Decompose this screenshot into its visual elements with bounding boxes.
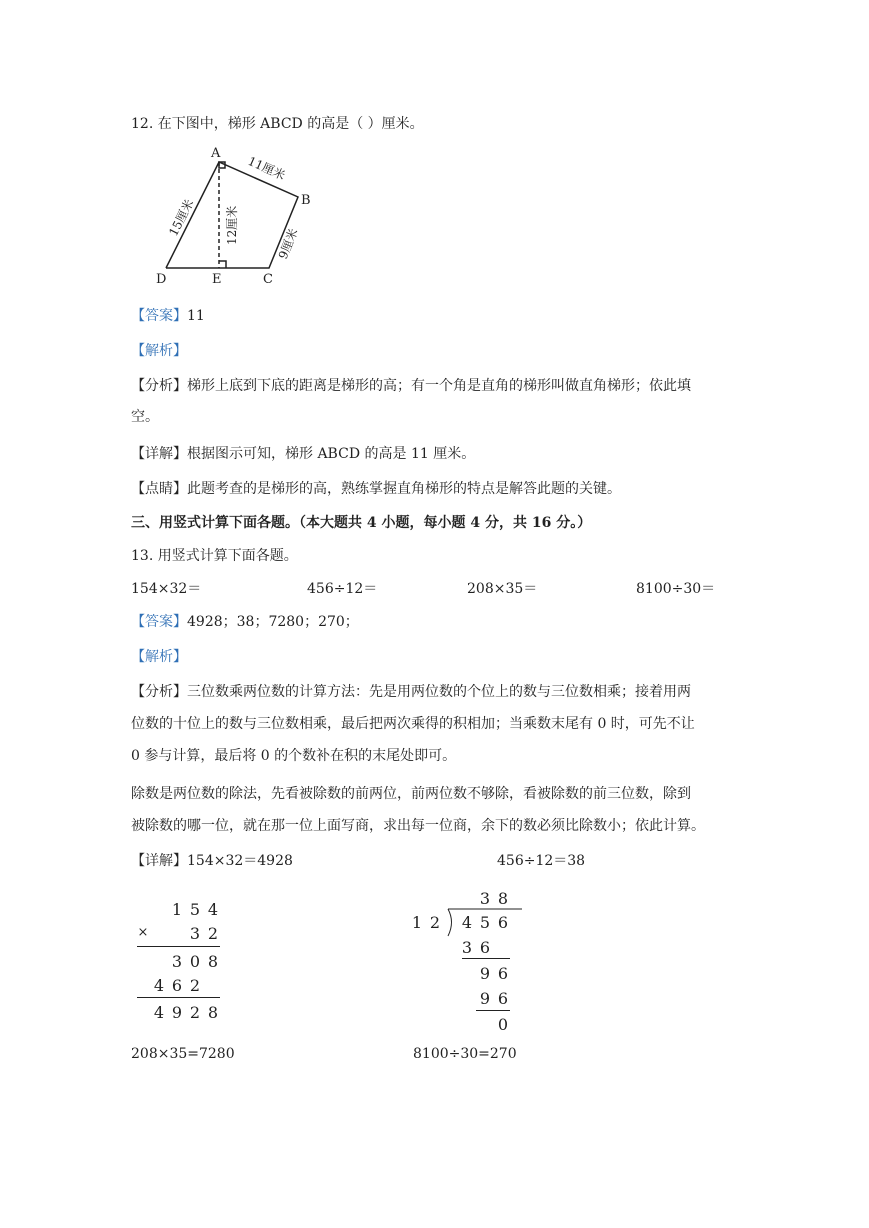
digit: 6 [171, 976, 183, 995]
dianjing-text: 此题考查的是梯形的高，熟练掌握直角梯形的特点是解答此题的关键。 [187, 481, 621, 497]
label-ad: 15厘米 [166, 197, 197, 239]
q12-answer [131, 305, 205, 325]
digit: 3 [479, 889, 491, 908]
label-bc: 9厘米 [275, 226, 301, 262]
digit: 2 [189, 1003, 201, 1022]
q12-question: 12. 在下图中，梯形 ABCD 的高是（ ）厘米。 [131, 116, 424, 132]
q12-fenxi [131, 375, 691, 395]
q13-fenxi-line4: 除数是两位数的除法，先看被除数的前两位，前两位数不够除，看被除数的前三位数，除到 [131, 786, 691, 802]
digit: 0 [189, 952, 201, 971]
dianjing-tag: 【点睛】 [131, 481, 187, 497]
equation-3: 208×35=7280 [131, 1046, 235, 1062]
trapezoid-diagram [150, 142, 330, 287]
multiply-sign: × [137, 925, 149, 940]
q12-analysis-tag: 【解析】 [131, 343, 187, 359]
digit: 2 [207, 924, 219, 943]
fenxi-text: 三位数乘两位数的计算方法：先是用两位数的个位上的数与三位数相乘；接着用两 [187, 684, 691, 700]
problem-3: 208×35＝ [467, 581, 538, 597]
digit: 6 [479, 938, 491, 957]
digit: 1 [411, 913, 423, 932]
q13-analysis-tag: 【解析】 [131, 649, 187, 665]
equation-2: 456÷12＝38 [497, 853, 586, 869]
digit: 3 [461, 938, 473, 957]
digit: 5 [189, 900, 201, 919]
digit: 8 [207, 952, 219, 971]
digit: 8 [207, 1003, 219, 1022]
digit: 4 [153, 976, 165, 995]
digit: 9 [479, 989, 491, 1008]
mult-line-2 [137, 997, 220, 998]
q13-fenxi [131, 681, 691, 701]
digit: 4 [207, 900, 219, 919]
digit: 3 [171, 952, 183, 971]
q12-dianjing [131, 478, 621, 498]
q13-xiangjie [131, 850, 293, 870]
digit: 9 [171, 1003, 183, 1022]
q13-fenxi-line2: 位数的十位上的数与三位数相乘，最后把两次乘得的积相加；当乘数末尾有 0 时，可先不让 [131, 716, 695, 732]
equation-4: 8100÷30=270 [413, 1046, 517, 1062]
q13-question: 13. 用竖式计算下面各题。 [131, 548, 298, 564]
answer-tag: 【答案】 [131, 614, 187, 630]
label-b: B [301, 193, 311, 208]
digit: 4 [153, 1003, 165, 1022]
digit: 6 [497, 913, 509, 932]
div-line-1 [462, 958, 510, 959]
digit: 2 [429, 913, 441, 932]
digit: 8 [497, 889, 509, 908]
section3-heading: 三、用竖式计算下面各题。（本大题共 4 小题，每小题 4 分，共 16 分。） [131, 515, 592, 531]
q12-fenxi-line2: 空。 [131, 409, 159, 425]
problem-1: 154×32＝ [131, 581, 202, 597]
answer-value: 11 [187, 308, 205, 324]
label-d: D [156, 272, 167, 287]
problem-2: 456÷12＝ [307, 581, 378, 597]
digit: 5 [479, 913, 491, 932]
division-bracket [446, 908, 524, 938]
xiangjie-tag: 【详解】 [131, 853, 187, 869]
q13-fenxi-line5: 被除数的哪一位，就在那一位上面写商，求出每一位商，余下的数必须比除数小；依此计算。 [131, 818, 705, 834]
answer-tag: 【答案】 [131, 308, 187, 324]
digit: 3 [189, 924, 201, 943]
fenxi-tag: 【分析】 [131, 378, 187, 394]
answer-value: 4928；38；7280；270； [187, 614, 359, 630]
q13-answer [131, 611, 359, 631]
digit: 6 [497, 989, 509, 1008]
digit: 0 [497, 1015, 509, 1034]
digit: 2 [189, 976, 201, 995]
div-line-2 [476, 1010, 510, 1011]
mult-line-1 [137, 946, 220, 947]
xiangjie-tag: 【详解】 [131, 446, 187, 462]
right-angle-e [219, 261, 226, 268]
q12-xiangjie [131, 443, 475, 463]
equation-1: 154×32＝4928 [187, 853, 293, 869]
xiangjie-text: 根据图示可知，梯形 ABCD 的高是 11 厘米。 [187, 446, 476, 462]
label-a: A [211, 146, 221, 161]
q13-fenxi-line3: 0 参与计算，最后将 0 的个数补在积的末尾处即可。 [131, 748, 457, 764]
label-c: C [263, 272, 273, 287]
digit: 6 [497, 964, 509, 983]
digit: 9 [479, 964, 491, 983]
digit: 4 [461, 913, 473, 932]
label-ae: 12厘米 [225, 205, 239, 245]
digit: 1 [171, 900, 183, 919]
problem-4: 8100÷30＝ [636, 581, 716, 597]
label-e: E [212, 272, 222, 287]
fenxi-text: 梯形上底到下底的距离是梯形的高；有一个角是直角的梯形叫做直角梯形；依此填 [187, 378, 691, 394]
fenxi-tag: 【分析】 [131, 684, 187, 700]
label-ab: 11厘米 [245, 153, 288, 183]
